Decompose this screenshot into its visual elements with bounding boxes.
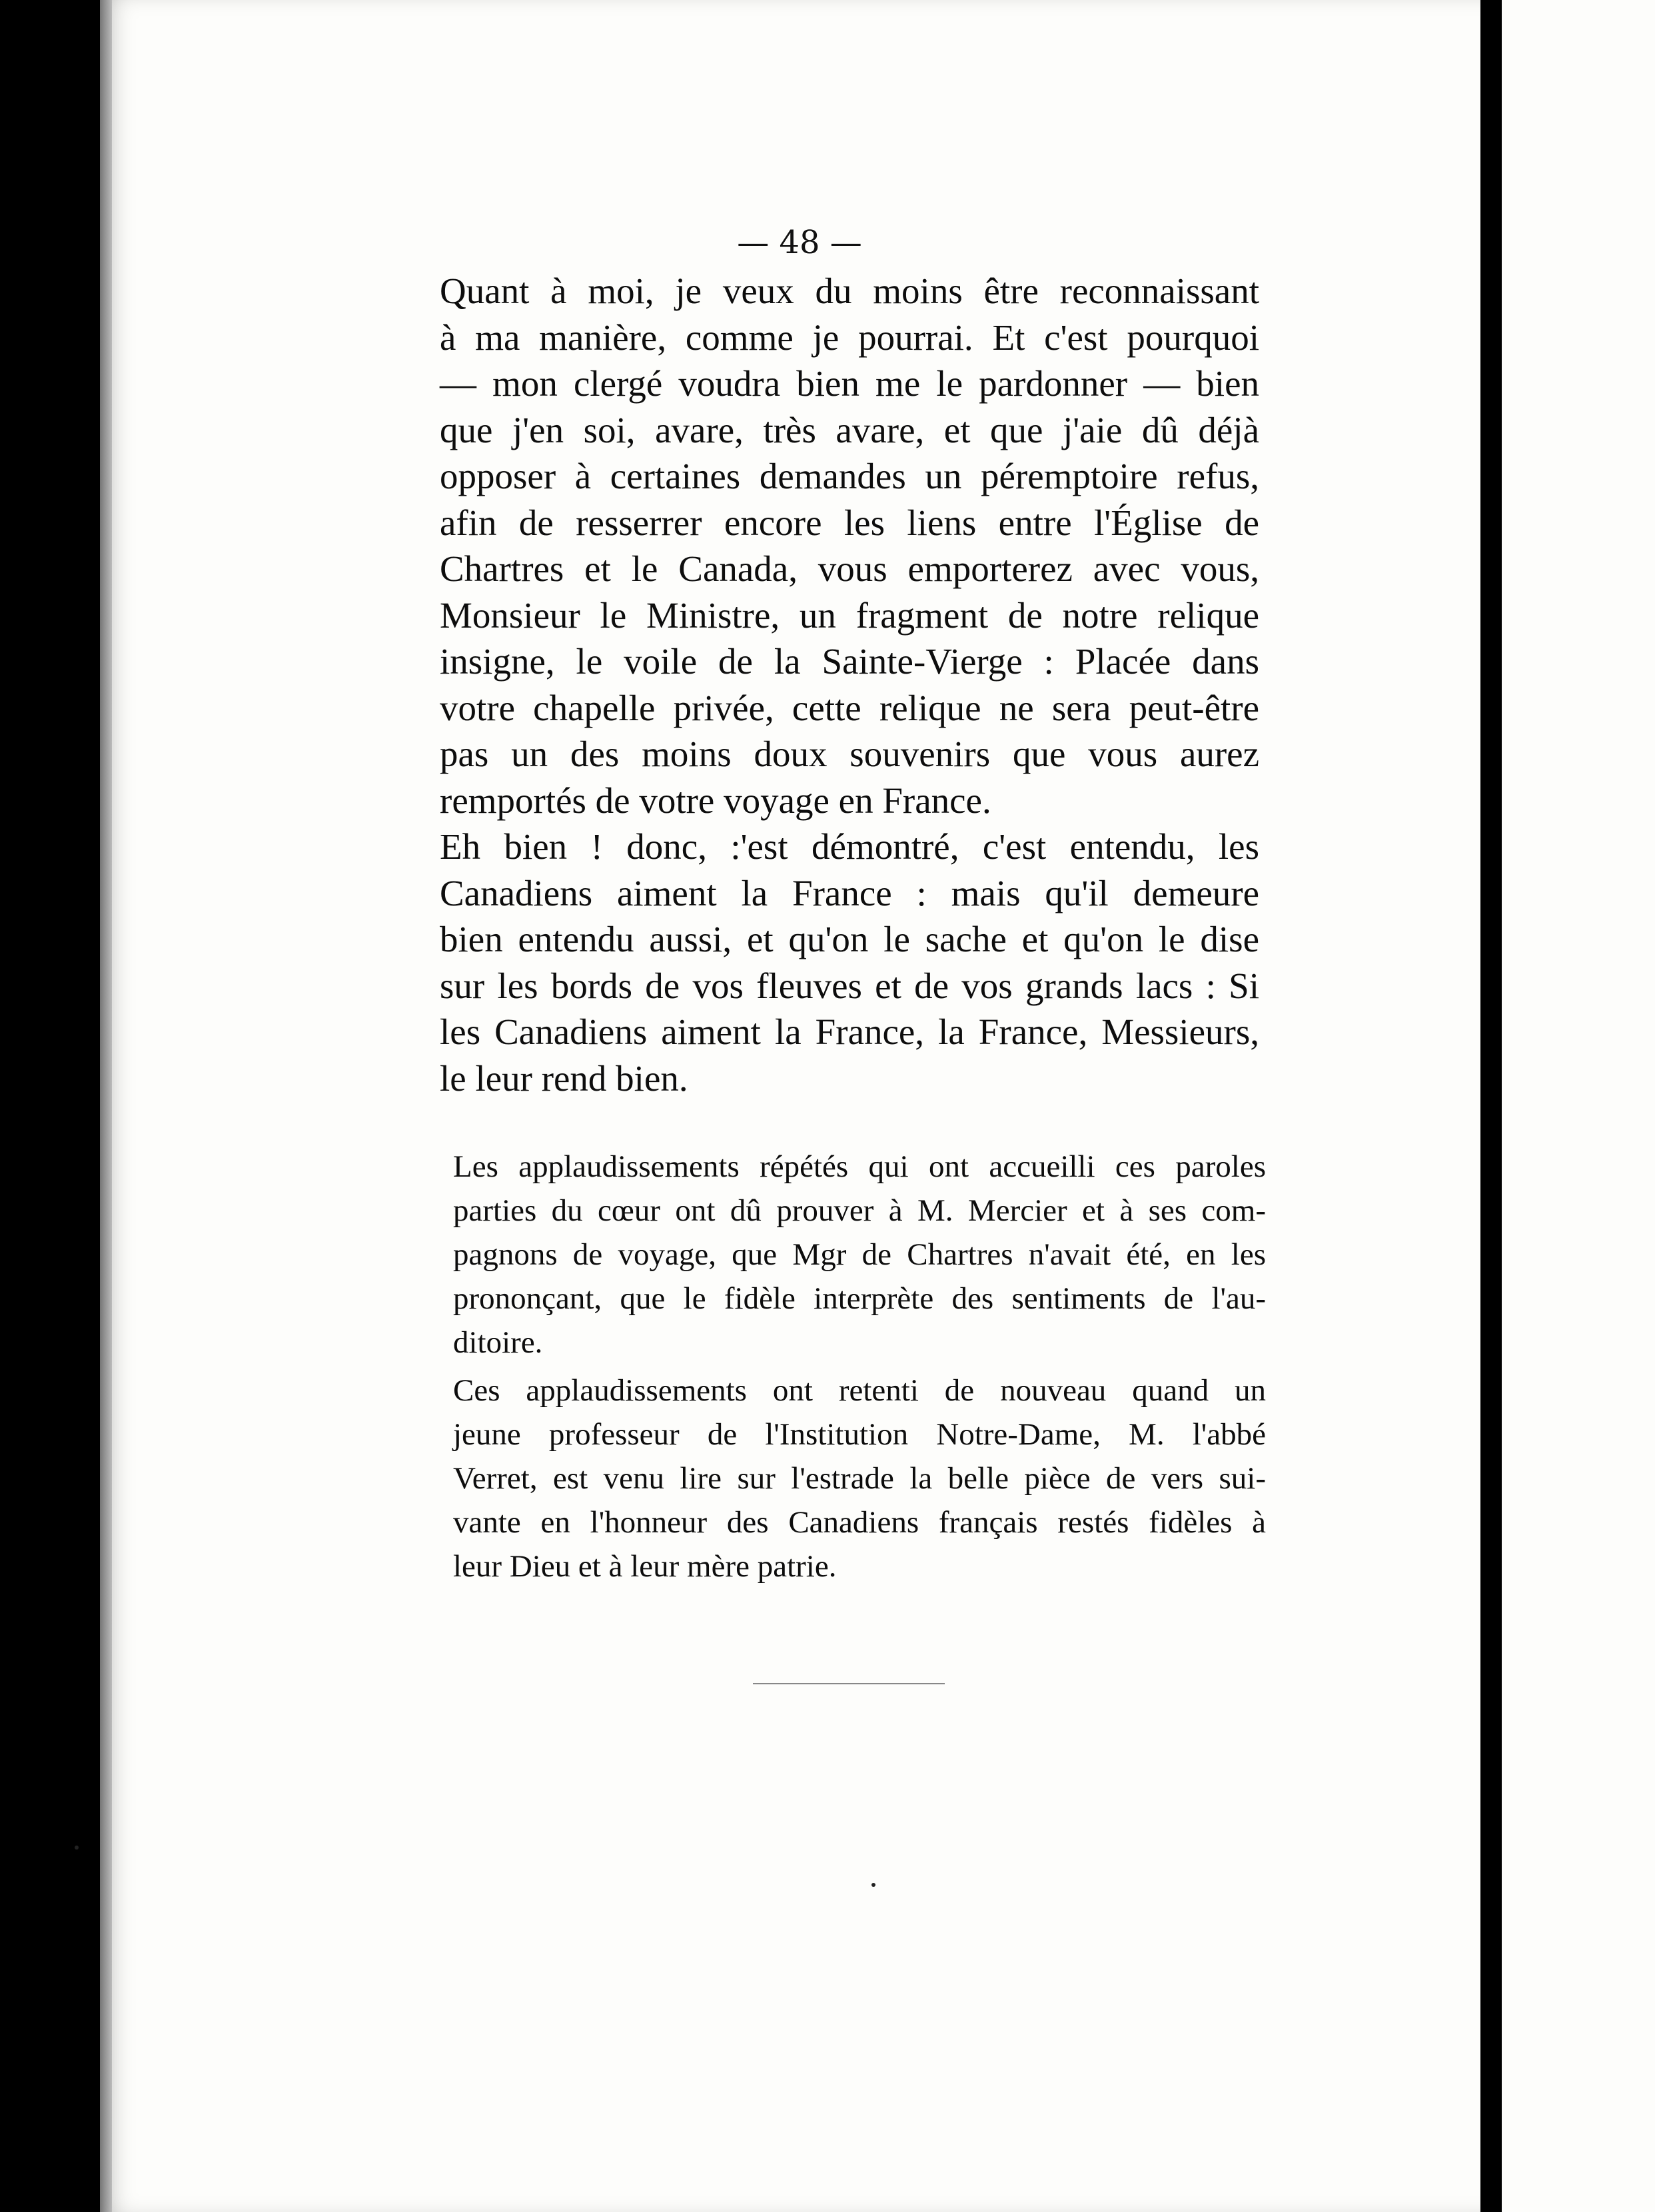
adjacent-page	[1502, 0, 1655, 2212]
page-number: — 48 —	[737, 224, 862, 261]
text-line: que j'en soi, avare, très avare, et que j'aie dû déjà	[440, 409, 1259, 450]
text-line: Verret, est venu lire sur l'estrade la belle pièce de vers sui-	[453, 1461, 1266, 1496]
text-line: remportés de votre voyage en France.	[440, 780, 991, 821]
text-line: Chartres et le Canada, vous emporterez avec vous,	[440, 548, 1259, 589]
paragraph	[413, 1369, 1266, 1588]
text-line: votre chapelle privée, cette relique ne sera peut-être	[440, 687, 1259, 728]
text-line: ditoire.	[453, 1325, 543, 1360]
text-line: Les applaudissements répétés qui ont accueilli ces paroles	[453, 1149, 1266, 1184]
text-line: pas un des moins doux souvenirs que vous aurez	[440, 734, 1259, 774]
text-line: leur Dieu et à leur mère patrie.	[453, 1549, 837, 1584]
text-line: pagnons de voyage, que Mgr de Chartres n'avait été, en les	[453, 1237, 1266, 1272]
main-text	[400, 268, 1259, 1101]
scan-speck	[871, 1883, 875, 1887]
page-gutter	[1480, 0, 1502, 2212]
text-line: sur les bords de vos fleuves et de vos grands lacs : Si	[440, 965, 1259, 1006]
text-line: — mon clergé voudra bien me le pardonner — bien	[440, 363, 1259, 404]
text-line: le leur rend bien.	[440, 1057, 688, 1099]
section-divider	[753, 1683, 945, 1684]
text-line: à ma manière, comme je pourrai. Et c'est pourquoi	[440, 316, 1259, 358]
paragraph	[400, 824, 1259, 1101]
narration-text	[413, 1145, 1266, 1592]
text-line: Ces applaudissements ont retenti de nouveau quand un	[453, 1373, 1266, 1408]
text-line: afin de resserrer encore les liens entre l'Église de	[440, 502, 1259, 543]
text-line: bien entendu aussi, et qu'on le sache et qu'on le dise	[440, 919, 1259, 959]
text-line: prononçant, que le fidèle interprète des sentiments de l'au-	[453, 1281, 1266, 1316]
page-edge-shadow	[100, 0, 112, 2212]
text-line: vante en l'honneur des Canadiens français restés fidèles à	[453, 1505, 1266, 1540]
text-line: Canadiens aiment la France : mais qu'il demeure	[440, 872, 1259, 913]
text-line: Monsieur le Ministre, un fragment de notre relique	[440, 594, 1259, 636]
text-line: les Canadiens aiment la France, la France, Messieurs,	[440, 1011, 1259, 1052]
text-line: opposer à certaines demandes un péremptoire refus,	[440, 456, 1259, 496]
text-line: Eh bien ! donc, :'est démontré, c'est entendu, les	[440, 826, 1259, 867]
paragraph	[400, 268, 1259, 824]
text-line: jeune professeur de l'Institution Notre-Dame, M. l'abbé	[453, 1417, 1266, 1452]
scan-speck	[75, 1846, 79, 1850]
text-line: insigne, le voile de la Sainte-Vierge : Placée dans	[440, 641, 1259, 682]
text-line: Quant à moi, je veux du moins être reconnaissant	[440, 271, 1259, 311]
paragraph	[413, 1145, 1266, 1365]
text-line: parties du cœur ont dû prouver à M. Mercier et à ses com-	[453, 1193, 1266, 1228]
